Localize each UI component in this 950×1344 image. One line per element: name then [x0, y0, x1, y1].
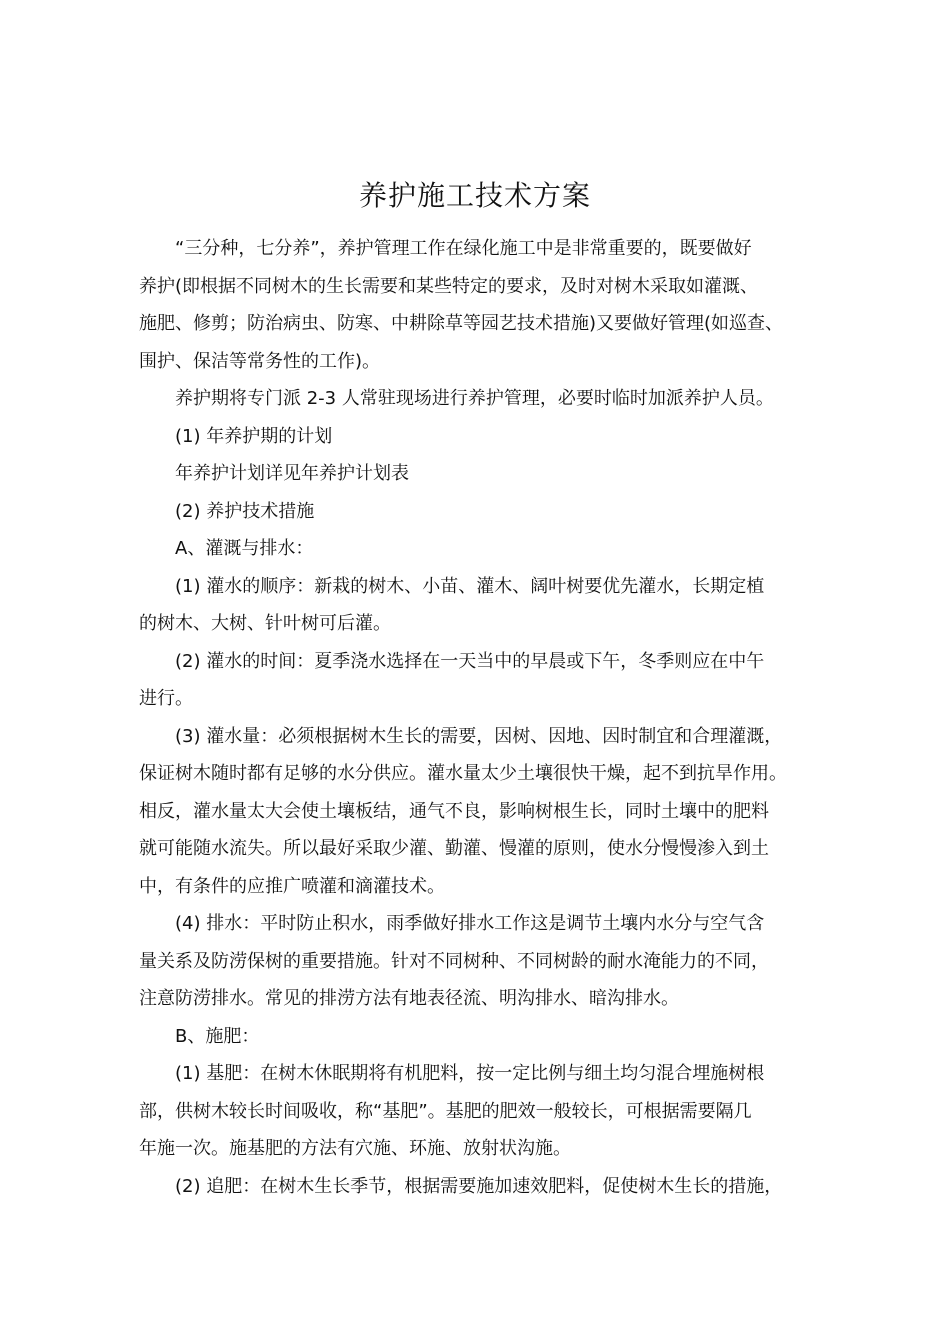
paragraph-line: 中，有条件的应推广喷灌和滴灌技术。 [139, 875, 445, 897]
paragraph-line: 保证树木随时都有足够的水分供应。灌水量太少土壤很快干燥，起不到抗旱作用。 [139, 763, 787, 784]
section-heading: (1) 年养护期的计划 [175, 425, 333, 447]
paragraph-line: (2) 追肥：在树木生长季节，根据需要施加速效肥料，促使树木生长的措施， [175, 1175, 783, 1197]
paragraph-line: 年施一次。施基肥的方法有穴施、环施、放射状沟施。 [139, 1138, 571, 1159]
paragraph-line: “三分种，七分养”，养护管理工作在绿化施工中是非常重要的，既要做好 [175, 238, 752, 259]
document-body [139, 230, 829, 1205]
paragraph-line: 养护(即根据不同树木的生长需要和某些特定的要求，及时对树木采取如灌溉、 [139, 275, 759, 297]
paragraph-line: 相反，灌水量太大会使土壤板结，通气不良，影响树根生长，同时土壤中的肥料 [139, 800, 769, 822]
paragraph-line: 年养护计划详见年养护计划表 [175, 463, 409, 484]
paragraph-line: 量关系及防涝保树的重要措施。针对不同树种、不同树龄的耐水淹能力的不同， [139, 950, 769, 972]
document-title: 养护施工技术方案 [358, 179, 591, 212]
paragraph-line: (4) 排水：平时防止积水，雨季做好排水工作这是调节土壤内水分与空气含 [175, 913, 765, 934]
paragraph-line: (1) 灌水的顺序：新栽的树木、小苗、灌木、阔叶树要优先灌水，长期定植 [175, 575, 765, 597]
paragraph-line: (2) 灌水的时间：夏季浇水选择在一天当中的早晨或下午，冬季则应在中午 [175, 650, 765, 672]
subsection-heading: B、施肥： [175, 1025, 260, 1047]
paragraph-line: 养护期将专门派 2-3 人常驻现场进行养护管理，必要时临时加派养护人员。 [175, 388, 774, 409]
paragraph-line: 围护、保洁等常务性的工作)。 [139, 350, 381, 372]
paragraph-line: 施肥、修剪；防治病虫、防寒、中耕除草等园艺技术措施)又要做好管理(如巡查、 [139, 313, 784, 334]
paragraph-line: 就可能随水流失。所以最好采取少灌、勤灌、慢灌的原则，使水分慢慢渗入到土 [139, 838, 769, 859]
subsection-heading: A、灌溉与排水： [175, 538, 314, 559]
paragraph-line: 的树木、大树、针叶树可后灌。 [139, 613, 391, 634]
paragraph-line: 进行。 [139, 688, 193, 709]
section-heading: (2) 养护技术措施 [175, 500, 315, 522]
paragraph-line: (3) 灌水量：必须根据树木生长的需要，因树、因地、因时制宜和合理灌溉， [175, 725, 783, 747]
paragraph-line: 注意防涝排水。常见的排涝方法有地表径流、明沟排水、暗沟排水。 [139, 988, 679, 1009]
paragraph-line: (1) 基肥：在树木休眠期将有机肥料，按一定比例与细土均匀混合埋施树根 [175, 1063, 765, 1084]
paragraph-line: 部，供树木较长时间吸收，称“基肥”。基肥的肥效一般较长，可根据需要隔几 [139, 1100, 752, 1122]
